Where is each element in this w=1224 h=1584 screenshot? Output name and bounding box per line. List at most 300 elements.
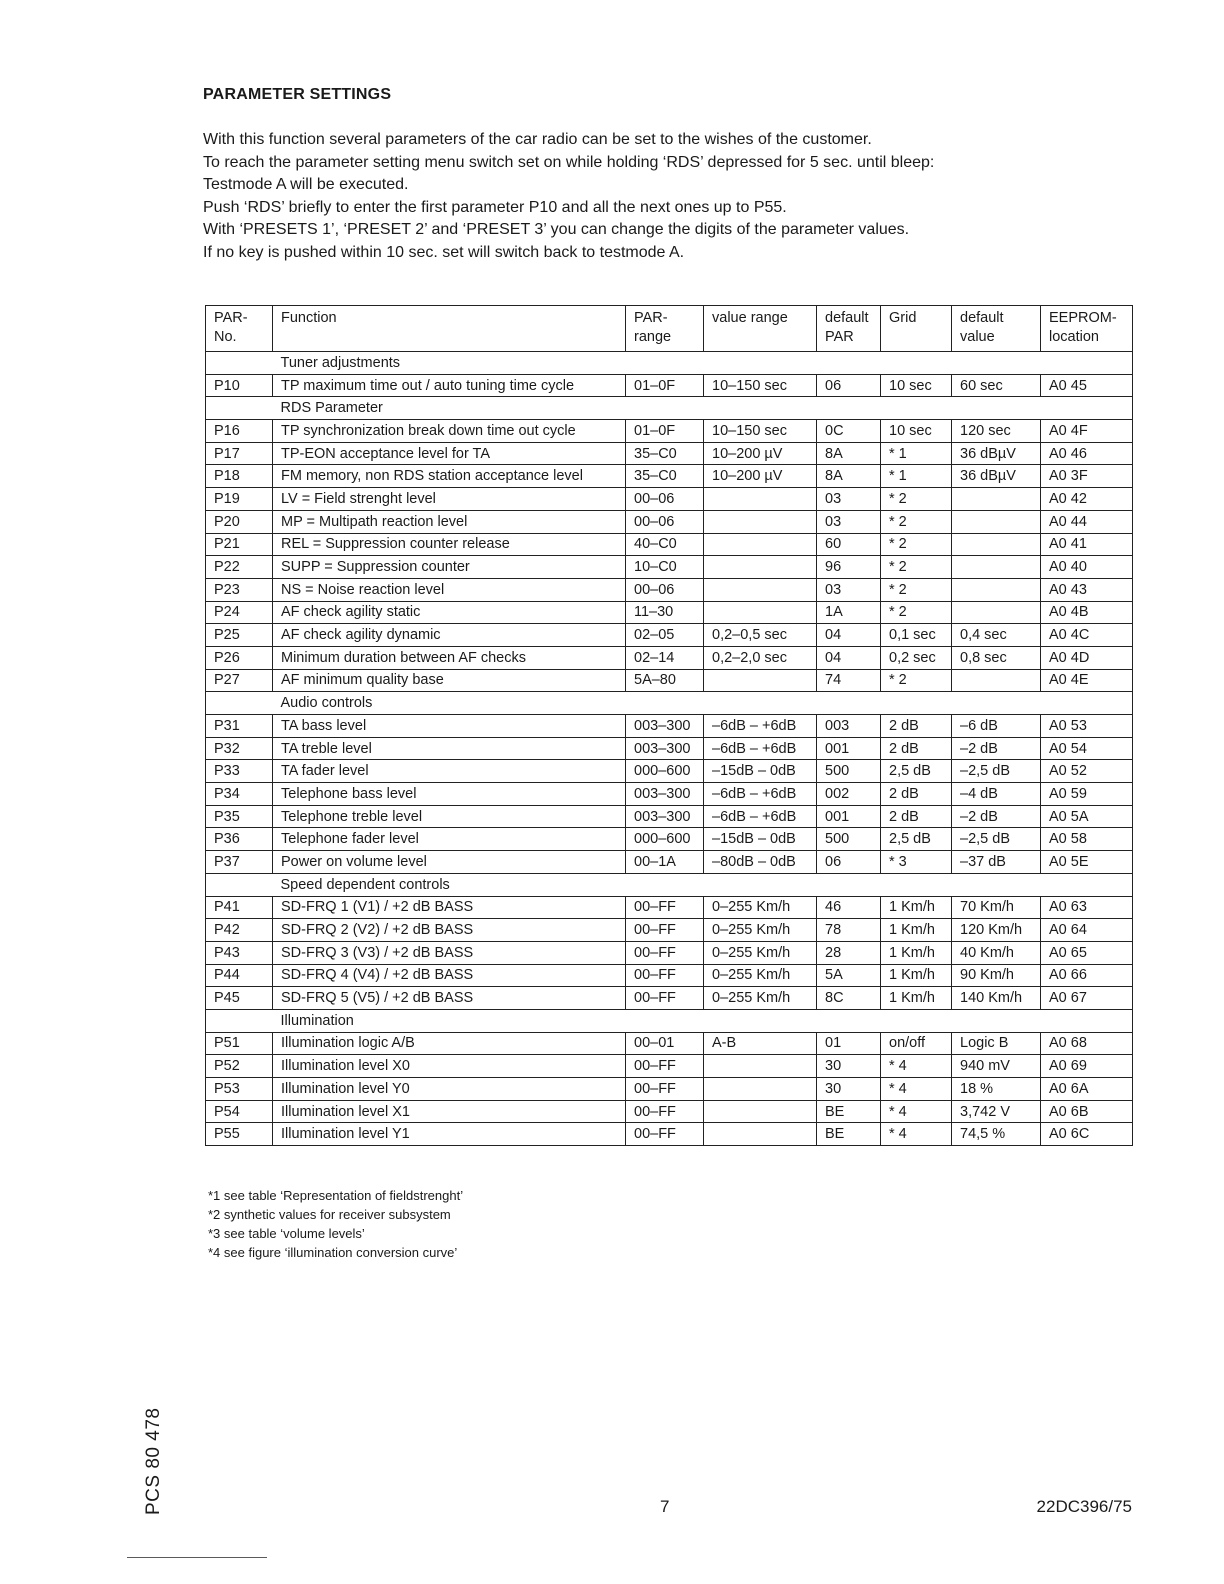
eeprom-location-cell: A0 5E [1041, 851, 1133, 874]
par-no-cell: P18 [206, 465, 273, 488]
header-default-par: default PAR [817, 306, 881, 352]
eeprom-location-cell: A0 59 [1041, 783, 1133, 806]
footnote: *2 synthetic values for receiver subsystem [208, 1207, 451, 1222]
table-row [206, 556, 1133, 579]
section-title: Tuner adjustments [273, 352, 1133, 375]
value-range-cell [704, 669, 817, 692]
grid-cell: * 2 [881, 601, 952, 624]
eeprom-location-cell: A0 4E [1041, 669, 1133, 692]
table-row [206, 964, 1133, 987]
table-row [206, 896, 1133, 919]
par-no-cell: P26 [206, 646, 273, 669]
table-row [206, 578, 1133, 601]
eeprom-location-cell: A0 68 [1041, 1032, 1133, 1055]
table-header-row [206, 306, 1133, 352]
default-value-cell: 40 Km/h [952, 941, 1041, 964]
value-range-cell [704, 578, 817, 601]
par-no-cell: P44 [206, 964, 273, 987]
par-no-cell: P27 [206, 669, 273, 692]
function-cell: Minimum duration between AF checks [273, 646, 626, 669]
par-range-cell: 35–C0 [626, 442, 704, 465]
footnote: *3 see table ‘volume levels’ [208, 1226, 365, 1241]
section-title: Audio controls [273, 692, 1133, 715]
par-range-cell: 00–06 [626, 510, 704, 533]
par-no-cell: P32 [206, 737, 273, 760]
table-row [206, 442, 1133, 465]
footnotes [208, 1186, 463, 1262]
grid-cell: 2,5 dB [881, 828, 952, 851]
default-par-cell: 04 [817, 624, 881, 647]
value-range-cell: A-B [704, 1032, 817, 1055]
default-value-cell: 70 Km/h [952, 896, 1041, 919]
table-row [206, 783, 1133, 806]
table-row [206, 828, 1133, 851]
grid-cell: 2 dB [881, 783, 952, 806]
section-title: RDS Parameter [273, 397, 1133, 420]
default-value-cell: 90 Km/h [952, 964, 1041, 987]
eeprom-location-cell: A0 4C [1041, 624, 1133, 647]
eeprom-location-cell: A0 53 [1041, 715, 1133, 738]
intro-line: With this function several parameters of the car radio can be set to the wishes of the customer. [203, 131, 872, 148]
value-range-cell: 10–200 µV [704, 442, 817, 465]
grid-cell: 2,5 dB [881, 760, 952, 783]
par-no-cell: P41 [206, 896, 273, 919]
grid-cell: * 2 [881, 669, 952, 692]
table-row [206, 715, 1133, 738]
section-row [206, 692, 1133, 715]
default-value-cell [952, 510, 1041, 533]
default-value-cell: –6 dB [952, 715, 1041, 738]
function-cell: TA treble level [273, 737, 626, 760]
par-range-cell: 000–600 [626, 760, 704, 783]
table-row [206, 1055, 1133, 1078]
par-no-cell: P24 [206, 601, 273, 624]
par-no-cell: P22 [206, 556, 273, 579]
default-value-cell: 0,8 sec [952, 646, 1041, 669]
par-range-cell: 00–FF [626, 964, 704, 987]
default-par-cell: 04 [817, 646, 881, 669]
default-value-cell: 18 % [952, 1078, 1041, 1101]
default-value-cell [952, 669, 1041, 692]
intro-text [203, 129, 1103, 264]
function-cell: AF minimum quality base [273, 669, 626, 692]
function-cell: MP = Multipath reaction level [273, 510, 626, 533]
par-no-cell: P33 [206, 760, 273, 783]
par-no-cell: P20 [206, 510, 273, 533]
default-value-cell [952, 556, 1041, 579]
eeprom-location-cell: A0 42 [1041, 488, 1133, 511]
default-value-cell: –2 dB [952, 737, 1041, 760]
function-cell: TA bass level [273, 715, 626, 738]
par-no-cell: P21 [206, 533, 273, 556]
par-range-cell: 00–1A [626, 851, 704, 874]
default-value-cell: 140 Km/h [952, 987, 1041, 1010]
eeprom-location-cell: A0 52 [1041, 760, 1133, 783]
default-par-cell: 8A [817, 442, 881, 465]
default-value-cell: –2,5 dB [952, 828, 1041, 851]
default-par-cell: 8C [817, 987, 881, 1010]
function-cell: Illumination logic A/B [273, 1032, 626, 1055]
eeprom-location-cell: A0 6C [1041, 1123, 1133, 1146]
value-range-cell: 10–150 sec [704, 374, 817, 397]
function-cell: FM memory, non RDS station acceptance level [273, 465, 626, 488]
document-id: PCS 80 478 [143, 1407, 164, 1515]
par-no-cell: P51 [206, 1032, 273, 1055]
header-value-range: value range [704, 306, 817, 352]
value-range-cell: –6dB – +6dB [704, 783, 817, 806]
function-cell: Illumination level Y1 [273, 1123, 626, 1146]
section-row [206, 397, 1133, 420]
par-no-cell: P52 [206, 1055, 273, 1078]
default-par-cell: 003 [817, 715, 881, 738]
table-row [206, 374, 1133, 397]
page-heading: PARAMETER SETTINGS [203, 86, 392, 103]
grid-cell: 1 Km/h [881, 919, 952, 942]
function-cell: TA fader level [273, 760, 626, 783]
value-range-cell [704, 1123, 817, 1146]
value-range-cell: 0–255 Km/h [704, 896, 817, 919]
section-row [206, 1009, 1133, 1032]
par-range-cell: 00–FF [626, 1078, 704, 1101]
default-par-cell: BE [817, 1100, 881, 1123]
intro-line: If no key is pushed within 10 sec. set will switch back to testmode A. [203, 243, 685, 261]
function-cell: TP-EON acceptance level for TA [273, 442, 626, 465]
grid-cell: * 4 [881, 1123, 952, 1146]
default-par-cell: 30 [817, 1055, 881, 1078]
par-no-cell: P55 [206, 1123, 273, 1146]
value-range-cell: –6dB – +6dB [704, 805, 817, 828]
grid-cell: * 1 [881, 465, 952, 488]
par-range-cell: 00–06 [626, 578, 704, 601]
eeprom-location-cell: A0 67 [1041, 987, 1133, 1010]
par-range-cell: 40–C0 [626, 533, 704, 556]
default-value-cell: 0,4 sec [952, 624, 1041, 647]
table-row [206, 669, 1133, 692]
table-row [206, 510, 1133, 533]
default-value-cell: 120 Km/h [952, 919, 1041, 942]
default-value-cell: –4 dB [952, 783, 1041, 806]
value-range-cell [704, 510, 817, 533]
grid-cell: 2 dB [881, 715, 952, 738]
function-cell: LV = Field strenght level [273, 488, 626, 511]
function-cell: Telephone treble level [273, 805, 626, 828]
default-par-cell: 46 [817, 896, 881, 919]
function-cell: AF check agility static [273, 601, 626, 624]
value-range-cell: 0–255 Km/h [704, 919, 817, 942]
table-body [206, 352, 1133, 1146]
function-cell: TP maximum time out / auto tuning time cycle [273, 374, 626, 397]
default-value-cell [952, 601, 1041, 624]
table-row [206, 987, 1133, 1010]
value-range-cell: 0–255 Km/h [704, 987, 817, 1010]
parameter-table [205, 305, 1133, 1146]
par-no-cell: P16 [206, 420, 273, 443]
section-spacer-cell [206, 352, 273, 375]
grid-cell: * 3 [881, 851, 952, 874]
eeprom-location-cell: A0 45 [1041, 374, 1133, 397]
eeprom-location-cell: A0 6B [1041, 1100, 1133, 1123]
default-par-cell: 03 [817, 578, 881, 601]
value-range-cell [704, 488, 817, 511]
function-cell: Power on volume level [273, 851, 626, 874]
value-range-cell [704, 1078, 817, 1101]
default-par-cell: 8A [817, 465, 881, 488]
par-range-cell: 00–FF [626, 896, 704, 919]
default-value-cell: 940 mV [952, 1055, 1041, 1078]
value-range-cell [704, 1100, 817, 1123]
table-row [206, 941, 1133, 964]
grid-cell: * 2 [881, 533, 952, 556]
par-no-cell: P17 [206, 442, 273, 465]
par-no-cell: P10 [206, 374, 273, 397]
par-no-cell: P36 [206, 828, 273, 851]
header-grid: Grid [881, 306, 952, 352]
eeprom-location-cell: A0 63 [1041, 896, 1133, 919]
value-range-cell: 0,2–2,0 sec [704, 646, 817, 669]
default-par-cell: 500 [817, 828, 881, 851]
default-par-cell: 1A [817, 601, 881, 624]
eeprom-location-cell: A0 43 [1041, 578, 1133, 601]
par-range-cell: 00–FF [626, 1100, 704, 1123]
value-range-cell: 0–255 Km/h [704, 941, 817, 964]
par-no-cell: P31 [206, 715, 273, 738]
value-range-cell: –6dB – +6dB [704, 715, 817, 738]
par-range-cell: 003–300 [626, 715, 704, 738]
table-row [206, 488, 1133, 511]
bottom-rule [127, 1557, 267, 1558]
par-range-cell: 00–06 [626, 488, 704, 511]
function-cell: SUPP = Suppression counter [273, 556, 626, 579]
grid-cell: * 4 [881, 1055, 952, 1078]
value-range-cell: 10–200 µV [704, 465, 817, 488]
eeprom-location-cell: A0 41 [1041, 533, 1133, 556]
section-row [206, 352, 1133, 375]
intro-line: Push ‘RDS’ briefly to enter the first parameter P10 and all the next ones up to P55. [203, 198, 787, 216]
par-no-cell: P35 [206, 805, 273, 828]
default-par-cell: 001 [817, 805, 881, 828]
eeprom-location-cell: A0 69 [1041, 1055, 1133, 1078]
eeprom-location-cell: A0 5A [1041, 805, 1133, 828]
default-par-cell: 500 [817, 760, 881, 783]
default-par-cell: 96 [817, 556, 881, 579]
document-code: 22DC396/75 [1036, 1497, 1132, 1516]
grid-cell: 10 sec [881, 374, 952, 397]
grid-cell: 1 Km/h [881, 941, 952, 964]
par-no-cell: P54 [206, 1100, 273, 1123]
default-value-cell: Logic B [952, 1032, 1041, 1055]
table-row [206, 737, 1133, 760]
default-par-cell: 28 [817, 941, 881, 964]
default-value-cell [952, 488, 1041, 511]
default-par-cell: BE [817, 1123, 881, 1146]
grid-cell: * 1 [881, 442, 952, 465]
section-title: Speed dependent controls [273, 873, 1133, 896]
section-spacer-cell [206, 873, 273, 896]
par-range-cell: 003–300 [626, 783, 704, 806]
default-value-cell: 3,742 V [952, 1100, 1041, 1123]
grid-cell: * 2 [881, 510, 952, 533]
default-value-cell: 120 sec [952, 420, 1041, 443]
eeprom-location-cell: A0 6A [1041, 1078, 1133, 1101]
grid-cell: * 4 [881, 1100, 952, 1123]
par-no-cell: P19 [206, 488, 273, 511]
default-par-cell: 001 [817, 737, 881, 760]
default-value-cell: 36 dBµV [952, 465, 1041, 488]
value-range-cell: –6dB – +6dB [704, 737, 817, 760]
page-number: 7 [660, 1497, 670, 1516]
eeprom-location-cell: A0 54 [1041, 737, 1133, 760]
header-par-no: PAR- No. [206, 306, 273, 352]
section-title: Illumination [273, 1009, 1133, 1032]
grid-cell: 10 sec [881, 420, 952, 443]
par-range-cell: 00–01 [626, 1032, 704, 1055]
grid-cell: 1 Km/h [881, 987, 952, 1010]
eeprom-location-cell: A0 4D [1041, 646, 1133, 669]
default-par-cell: 06 [817, 374, 881, 397]
intro-line: Testmode A will be executed. [203, 176, 409, 193]
grid-cell: 1 Km/h [881, 964, 952, 987]
table-row [206, 1123, 1133, 1146]
par-no-cell: P23 [206, 578, 273, 601]
function-cell: SD-FRQ 4 (V4) / +2 dB BASS [273, 964, 626, 987]
function-cell: Illumination level Y0 [273, 1078, 626, 1101]
default-value-cell: –2 dB [952, 805, 1041, 828]
default-value-cell: 36 dBµV [952, 442, 1041, 465]
footnote: *1 see table ‘Representation of fieldstrenght’ [208, 1188, 464, 1203]
par-range-cell: 00–FF [626, 919, 704, 942]
value-range-cell [704, 533, 817, 556]
default-par-cell: 60 [817, 533, 881, 556]
table-row [206, 646, 1133, 669]
default-value-cell: –37 dB [952, 851, 1041, 874]
section-spacer-cell [206, 692, 273, 715]
table-row [206, 1078, 1133, 1101]
par-range-cell: 10–C0 [626, 556, 704, 579]
value-range-cell: –80dB – 0dB [704, 851, 817, 874]
eeprom-location-cell: A0 65 [1041, 941, 1133, 964]
par-range-cell: 02–14 [626, 646, 704, 669]
grid-cell: 1 Km/h [881, 896, 952, 919]
header-function: Function [273, 306, 626, 352]
value-range-cell: 0–255 Km/h [704, 964, 817, 987]
function-cell: SD-FRQ 3 (V3) / +2 dB BASS [273, 941, 626, 964]
header-default-value: default value [952, 306, 1041, 352]
grid-cell: * 2 [881, 556, 952, 579]
par-range-cell: 00–FF [626, 941, 704, 964]
eeprom-location-cell: A0 64 [1041, 919, 1133, 942]
function-cell: TP synchronization break down time out cycle [273, 420, 626, 443]
function-cell: REL = Suppression counter release [273, 533, 626, 556]
section-spacer-cell [206, 397, 273, 420]
table-row [206, 420, 1133, 443]
par-range-cell: 01–0F [626, 374, 704, 397]
default-par-cell: 06 [817, 851, 881, 874]
par-range-cell: 02–05 [626, 624, 704, 647]
grid-cell: 0,1 sec [881, 624, 952, 647]
default-value-cell: –2,5 dB [952, 760, 1041, 783]
grid-cell: on/off [881, 1032, 952, 1055]
function-cell: AF check agility dynamic [273, 624, 626, 647]
par-range-cell: 5A–80 [626, 669, 704, 692]
par-range-cell: 003–300 [626, 805, 704, 828]
value-range-cell: 0,2–0,5 sec [704, 624, 817, 647]
table-row [206, 1032, 1133, 1055]
table-row [206, 465, 1133, 488]
function-cell: Telephone bass level [273, 783, 626, 806]
grid-cell: * 2 [881, 488, 952, 511]
grid-cell: 2 dB [881, 737, 952, 760]
eeprom-location-cell: A0 4F [1041, 420, 1133, 443]
header-eeprom-location: EEPROM- location [1041, 306, 1133, 352]
default-par-cell: 03 [817, 488, 881, 511]
table-row [206, 601, 1133, 624]
value-range-cell: 10–150 sec [704, 420, 817, 443]
value-range-cell [704, 601, 817, 624]
par-no-cell: P37 [206, 851, 273, 874]
par-range-cell: 00–FF [626, 987, 704, 1010]
table-row [206, 919, 1133, 942]
eeprom-location-cell: A0 4B [1041, 601, 1133, 624]
default-value-cell: 74,5 % [952, 1123, 1041, 1146]
par-range-cell: 000–600 [626, 828, 704, 851]
par-no-cell: P34 [206, 783, 273, 806]
function-cell: Illumination level X1 [273, 1100, 626, 1123]
default-value-cell [952, 578, 1041, 601]
default-par-cell: 01 [817, 1032, 881, 1055]
grid-cell: 0,2 sec [881, 646, 952, 669]
table-row [206, 760, 1133, 783]
value-range-cell: –15dB – 0dB [704, 760, 817, 783]
grid-cell: * 4 [881, 1078, 952, 1101]
par-range-cell: 35–C0 [626, 465, 704, 488]
default-par-cell: 0C [817, 420, 881, 443]
default-par-cell: 002 [817, 783, 881, 806]
default-value-cell: 60 sec [952, 374, 1041, 397]
default-par-cell: 03 [817, 510, 881, 533]
table-row [206, 624, 1133, 647]
par-range-cell: 11–30 [626, 601, 704, 624]
grid-cell: 2 dB [881, 805, 952, 828]
section-spacer-cell [206, 1009, 273, 1032]
function-cell: SD-FRQ 5 (V5) / +2 dB BASS [273, 987, 626, 1010]
par-no-cell: P25 [206, 624, 273, 647]
intro-line: With ‘PRESETS 1’, ‘PRESET 2’ and ‘PRESET 3’ you can change the digits of the parameter values. [203, 221, 910, 238]
grid-cell: * 2 [881, 578, 952, 601]
function-cell: Telephone fader level [273, 828, 626, 851]
function-cell: NS = Noise reaction level [273, 578, 626, 601]
eeprom-location-cell: A0 58 [1041, 828, 1133, 851]
function-cell: SD-FRQ 1 (V1) / +2 dB BASS [273, 896, 626, 919]
par-range-cell: 00–FF [626, 1123, 704, 1146]
value-range-cell: –15dB – 0dB [704, 828, 817, 851]
par-no-cell: P43 [206, 941, 273, 964]
par-no-cell: P45 [206, 987, 273, 1010]
eeprom-location-cell: A0 44 [1041, 510, 1133, 533]
eeprom-location-cell: A0 3F [1041, 465, 1133, 488]
footnote: *4 see figure ‘illumination conversion curve’ [208, 1245, 458, 1260]
function-cell: Illumination level X0 [273, 1055, 626, 1078]
table-row [206, 805, 1133, 828]
value-range-cell [704, 556, 817, 579]
default-par-cell: 30 [817, 1078, 881, 1101]
table-row [206, 1100, 1133, 1123]
eeprom-location-cell: A0 66 [1041, 964, 1133, 987]
default-par-cell: 74 [817, 669, 881, 692]
par-range-cell: 003–300 [626, 737, 704, 760]
par-no-cell: P42 [206, 919, 273, 942]
table-row [206, 851, 1133, 874]
eeprom-location-cell: A0 40 [1041, 556, 1133, 579]
